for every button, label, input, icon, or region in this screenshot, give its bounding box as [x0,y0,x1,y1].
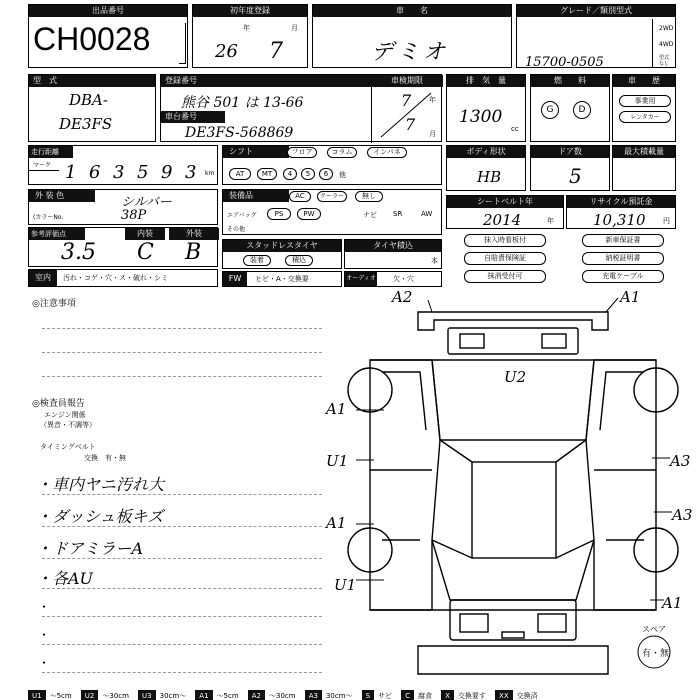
timing-options: 交換 有・無 [84,454,126,462]
lot-number-value: CH0028 [33,21,151,57]
fuel-gasoline: G [541,101,559,119]
fw-items: ヒビ・A・交換要 [255,275,309,283]
grade-score-box [28,227,218,267]
usage-business: 事業用 [619,95,671,107]
studless-mounted: 装着 [243,255,271,266]
displacement-unit: cc [511,125,519,133]
shift-mt: MT [257,168,277,180]
damage-mark: A1 [326,514,347,532]
doors-value: 5 [569,164,582,188]
shift-box [222,145,442,185]
grade-none: 型式なし [659,55,670,67]
inspector-item: ・各AU [36,569,94,588]
inspector-item: ・ [38,656,51,670]
first-registration-label: 初年度登録 [193,5,307,17]
shift-floor: フロア [287,147,317,158]
doc-tax: 納税証明書 [582,252,664,265]
registration-label: 登録番号 [161,75,375,87]
first-reg-month-unit: 月 [291,24,298,32]
interior-condition-items: 汚れ・コゲ・穴・ス・破れ・シミ [63,274,168,282]
car-damage-diagram [320,290,700,688]
legend-value: 腐食 [418,692,433,700]
damage-mark: U1 [334,576,357,594]
grade-box [516,4,676,68]
mileage-digit: 3 [185,162,197,183]
inspector-item: ・ [38,600,51,614]
exterior-color-value: シルバー [121,195,172,210]
damage-mark: U1 [326,452,349,470]
shift-other: 他 [339,171,346,179]
mileage-box [28,145,218,185]
notes-line [42,328,322,329]
fuel-diesel: D [573,101,591,119]
first-registration-box [192,4,308,68]
inspector-item-line [42,494,322,495]
equip-none: 無し [355,191,383,202]
legend-key: U1 [28,690,46,700]
displacement-label: 排 気 量 [447,75,525,87]
mileage-digit: 9 [161,162,173,183]
legend-key: XX [495,690,513,700]
first-registration-year: 26 [215,41,238,62]
inspection-strike [375,89,435,141]
grade-value: 15700-0505 [525,55,604,70]
damage-mark: A1 [326,400,347,418]
inspection-label: 車検期限 [371,75,443,87]
inspection-month: 7 [405,115,416,134]
interior-condition-box [28,269,218,287]
legend-value: 30cm〜 [325,692,353,700]
tire-load-box [344,239,442,269]
exterior-color-code: 38P [121,208,147,223]
mileage-marker: マーク [33,162,52,169]
mileage-digit: 3 [113,162,125,183]
shift-label: シフト [223,146,289,158]
equip-ps: PS [267,208,291,220]
mileage-digit: 6 [89,162,101,183]
mileage-unit: km [205,170,215,177]
doors-label: ドア数 [531,146,609,158]
damage-mark: A3 [672,506,693,524]
model-label: 型 式 [29,75,155,87]
legend-key: A3 [305,690,322,700]
usage-label: 車 歴 [613,75,675,87]
spare-label: スペア [642,625,666,634]
legend-value: 交換要す [457,692,486,700]
interior-grade-label: 内装 [125,228,165,240]
inspector-item: ・ [38,628,51,642]
shift-6: 6 [319,168,333,180]
recycle-unit: 円 [663,217,670,225]
equip-other: その他 [227,226,246,233]
legend-value: 〜30cm [102,692,129,700]
equip-aw: AW [421,210,433,218]
damage-leaders [356,298,672,600]
audio-box [344,271,442,287]
tire-load-unit: 本 [431,257,438,265]
mileage-digit: 5 [137,162,149,183]
first-reg-year-unit: 年 [243,24,250,32]
usage-box [612,74,676,142]
legend-key: A1 [195,690,212,700]
capacity-label: 最大積載量 [613,146,675,158]
recycle-label: リサイクル預託金 [567,196,675,208]
inspector-item-line [42,616,322,617]
engine-sub-label: （異音・不調等） [40,421,96,429]
inspector-item-line [42,672,322,673]
equipment-box [222,189,442,235]
doc-panel: 抹入時看板付 [464,234,546,247]
legend-key: U2 [81,690,99,700]
notes-line [42,352,322,353]
legend-value: 30cm〜 [159,692,187,700]
seat-belt-unit: 年 [547,217,554,225]
car-name-box [312,4,512,68]
tire-load-label: タイヤ積込 [345,240,441,252]
inspector-item-line [42,644,322,645]
damage-mark: A3 [670,452,691,470]
displacement-value: 1300 [459,107,503,127]
engine-label: エンジン関係 [44,411,86,419]
exterior-color-box [28,189,218,225]
grade-2wd: 2WD [659,25,674,32]
fw-box [222,271,342,287]
doc-cable: 充電ケーブル [582,270,664,283]
inspection-divider [371,87,372,143]
grade-divider [652,19,653,67]
inspector-item: ・車内ヤニ汚れ大 [36,475,165,494]
lot-number-box [28,4,188,68]
inspector-label: ◎検査員報告 [32,399,85,409]
car-name-value: デミオ [371,40,450,65]
mileage-marker-line [29,170,59,171]
lot-number-label: 出品番号 [29,5,187,17]
audio-items: 欠・穴 [393,275,414,283]
damage-mark: A1 [662,594,683,612]
recycle-box [566,195,676,229]
legend-key: S [362,690,374,700]
exterior-grade: B [185,240,202,265]
fuel-label: 燃 料 [531,75,609,87]
legend-strip [28,690,676,700]
model-box [28,74,156,142]
exterior-color-code-label: (カラーNo. [33,214,64,221]
registration-plate: 熊谷 501 は 13-66 [181,95,304,111]
chassis-label: 車台番号 [161,111,225,123]
body-type-value: HB [477,168,502,186]
legend-key: X [441,690,454,700]
equip-airbag: エアバッグ [227,212,257,219]
doc-cancel: 抹消受付可 [464,270,546,283]
inspector-item-line [42,526,322,527]
grade-score-label: 参考評価点 [29,228,85,240]
doc-warranty: 新車保証書 [582,234,664,247]
shift-5: 5 [301,168,315,180]
grade-label: グレード／類別型式 [517,5,675,17]
equip-navi: ナビ [363,211,377,219]
interior-condition-label: 室内 [29,270,57,286]
registration-box [160,74,442,142]
car-name-label: 車 名 [313,5,511,17]
damage-mark: A2 [392,290,413,306]
shift-panel: インパネ [367,147,407,158]
legend-value: サビ [378,692,393,700]
legend-value: 交換済 [516,692,538,700]
spare-value: 有・無 [642,649,670,659]
displacement-box [446,74,526,142]
exterior-color-label: 外 装 色 [29,190,95,202]
interior-grade: C [137,240,154,265]
fuel-box [530,74,610,142]
seat-belt-value: 2014 [483,211,522,229]
inspector-item-line [42,558,322,559]
model-line1: DBA- [69,91,108,109]
chassis-value: DE3FS-568869 [185,125,294,141]
shift-at: AT [229,168,251,180]
seat-belt-box [446,195,564,229]
studless-box [222,239,342,269]
studless-label: スタッドレスタイヤ [223,240,341,252]
inspection-month-unit: 月 [429,130,436,138]
seat-belt-label: シートベルト年 [447,196,563,208]
equip-sr: SR [393,210,403,218]
equip-cooler: クーラー [317,191,347,202]
notes-label: ◎注意事項 [32,299,76,309]
doc-insurance: 自賠責保険証 [464,252,546,265]
legend-value: 〜30cm [269,692,296,700]
shift-4: 4 [283,168,297,180]
inspector-item-line [42,588,322,589]
inspection-year-unit: 年 [429,96,436,104]
capacity-box [612,145,676,191]
car-outline [348,312,678,674]
body-type-box [446,145,526,191]
first-registration-month: 7 [269,39,283,64]
doors-box [530,145,610,191]
overall-grade: 3.5 [61,240,96,265]
legend-value: 〜5cm [49,692,72,700]
studless-loaded: 積込 [285,255,313,266]
grade-4wd: 4WD [659,41,674,48]
mileage-digits [59,158,201,186]
recycle-value: 10,310 [593,211,646,229]
fw-label: FW [223,272,247,286]
model-line2: DE3FS [59,115,113,133]
equip-pw: PW [297,208,321,220]
timing-label: タイミングベルト [40,443,96,451]
exterior-grade-label: 外装 [169,228,219,240]
legend-key: C [401,690,414,700]
damage-mark: A1 [620,290,641,306]
usage-rental: レンタカー [619,111,671,123]
mileage-digit: 1 [65,162,77,183]
damage-marks [324,290,692,612]
inspection-year: 7 [401,91,412,110]
equip-ac: AC [289,191,311,202]
inspector-item: ・ダッシュ板キズ [36,507,164,526]
legend-value: 〜5cm [216,692,239,700]
inspector-item: ・ドアミラーA [36,539,144,558]
notes-line [42,376,322,377]
audio-label: オーディオ [345,272,377,286]
shift-column: コラム [327,147,357,158]
mileage-label: 走行距離 [29,146,73,158]
equipment-label: 装備品 [223,190,289,202]
lot-corner-mark [179,23,186,64]
body-type-label: ボディ形状 [447,146,525,158]
legend-key: A2 [248,690,265,700]
damage-mark: U2 [504,368,527,386]
legend-key: U3 [138,690,156,700]
